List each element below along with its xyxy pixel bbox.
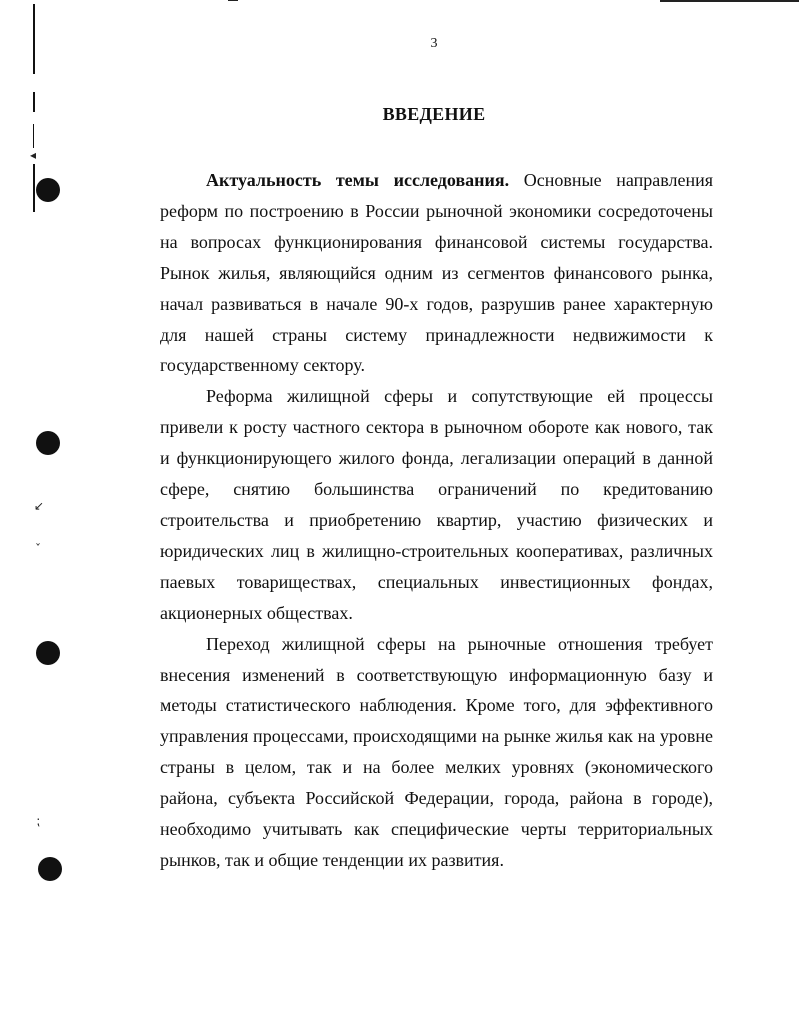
page-title: ВВЕДЕНИЕ <box>382 104 486 124</box>
scan-tick-mark: ⁏ <box>36 814 41 828</box>
binder-hole-dot <box>36 178 60 202</box>
paragraph-reform <box>160 381 713 628</box>
scan-tick-mark: ◂ <box>30 148 37 162</box>
page-number: 3 <box>430 36 438 51</box>
scan-edge-mark <box>228 0 238 1</box>
paragraph-text: Переход жилищной сферы на рыночные отношения требует внесения изменений в соответствующую информационную базу и методы статистического наблюдения. Кроме того, для эффективного управления процессами, происходящими на рынке жилья как на уровне страны в целом, так и на более мелких уровнях (экономического района, субъекта Российской Федерации, города, района в городе), необходимо учитывать как специфические черты территориальных рынков, так и общие тенденции их развития. <box>160 633 713 870</box>
scan-tick-mark: ↙ <box>34 499 45 513</box>
margin-line <box>33 124 34 148</box>
paragraph-bold-lead: Актуальность темы исследования. <box>206 170 510 190</box>
binder-hole-dot <box>38 857 62 881</box>
paragraph-relevance <box>160 165 713 381</box>
scan-tick-mark: ˇ <box>35 542 41 556</box>
binder-hole-dot <box>36 641 60 665</box>
binder-hole-dot <box>36 431 60 455</box>
document-body <box>160 165 713 876</box>
paragraph-text: Реформа жилищной сферы и сопутствующие ей процессы привели к росту частного сектора в рыночном обороте как нового, так и функционирующего жилого фонда, легализации операций в данной сфере, снятию большинства ограничений по кредитованию строительства и приобретению квартир, участию физических и юридических лиц в жилищно-строительных кооперативах, различных паевых товариществах, специальных инвестиционных фондах, акционерных обществах. <box>160 386 713 623</box>
paragraph-text: Основные направления реформ по построению в России рыночной экономики сосредоточены на вопросах функционирования финансовой системы государства. Рынок жилья, являющийся одним из сегментов финансового рынка, начал развиваться в начале 90-х годов, разрушив ранее характерную для нашей страны систему принадлежности недвижимости к государственному сектору. <box>160 170 713 376</box>
scan-edge-mark <box>660 0 799 2</box>
paragraph-transition <box>160 629 713 876</box>
margin-line <box>33 164 35 212</box>
